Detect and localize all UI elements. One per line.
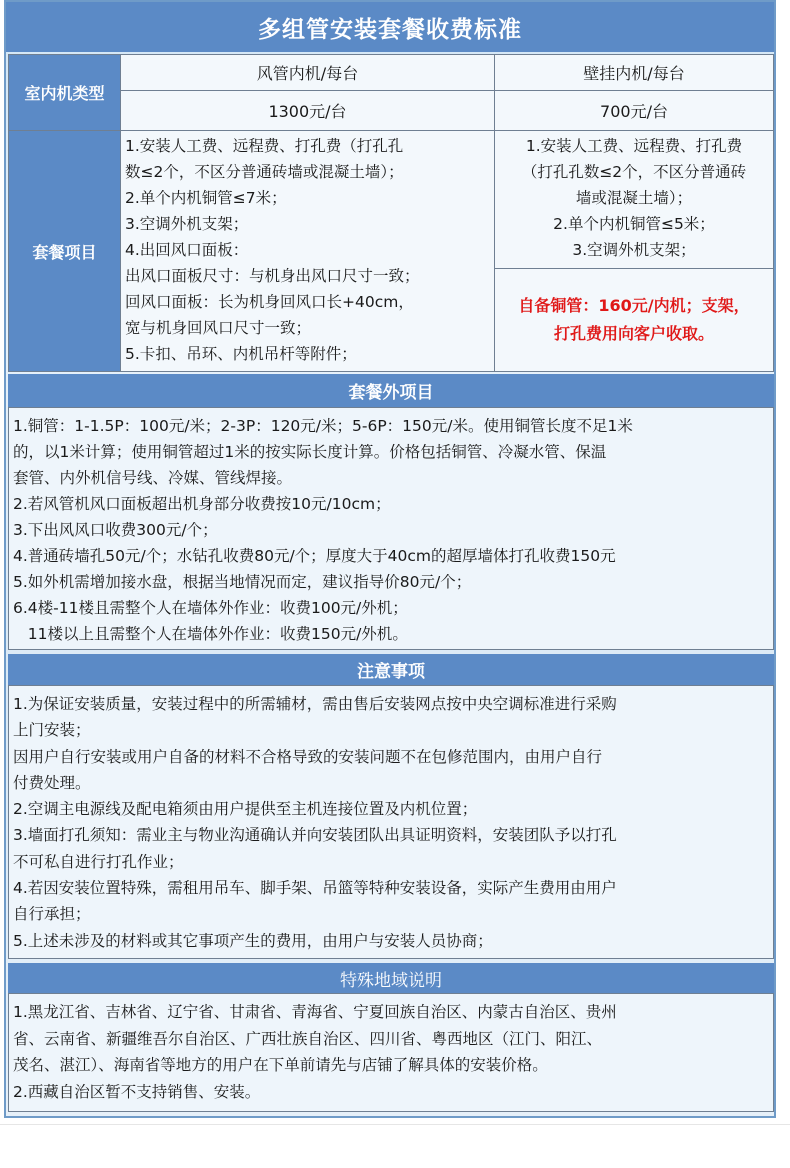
- region-line: 1.黑龙江省、吉林省、辽宁省、甘肃省、青海省、宁夏回族自治区、内蒙古自治区、贵州: [13, 1003, 617, 1021]
- package-item-line: 4.出回风口面板：: [125, 241, 249, 259]
- package-item-line: 2.单个内机铜管≤5米；: [553, 215, 715, 233]
- notes-list: [9, 686, 773, 954]
- self-supplied-pipe-note: [495, 269, 773, 371]
- extra-item-line: 的，以1米计算；使用铜管超过1米的按实际长度计算。价格包括铜管、冷凝水管、保温: [13, 443, 607, 461]
- extra-item-line: 套管、内外机信号线、冷媒、管线焊接。: [13, 469, 293, 487]
- package-item-line: 3.空调外机支架；: [125, 215, 249, 233]
- wall-unit-package-items: [495, 131, 773, 269]
- extra-item-line: 5.如外机需增加接水盘，根据当地情况而定，建议指导价80元/个；: [13, 573, 472, 591]
- note-line: 因用户自行安装或用户自备的材料不合格导致的安装问题不在包修范围内，由用户自行: [13, 747, 603, 766]
- note-line: 1.为保证安装质量，安装过程中的所需辅材，需由售后安装网点按中央空调标准进行采购: [13, 695, 617, 713]
- extra-items-header: 套餐外项目: [8, 374, 774, 407]
- page-title: 多组管安装套餐收费标准: [6, 2, 774, 52]
- note-line: 不可私自进行打孔作业；: [13, 852, 184, 871]
- extra-items-list: [9, 408, 773, 647]
- note-line: 自行承担；: [13, 905, 91, 924]
- package-items-label: 套餐项目: [9, 131, 121, 371]
- page-divider: [0, 1124, 790, 1125]
- package-item-line: （打孔孔数≤2个，不区分普通砖: [521, 163, 747, 181]
- package-item-line: 2.单个内机铜管≤7米；: [125, 189, 287, 207]
- extra-item-line: 6.4楼-11楼且需整个人在墙体外作业：收费100元/外机；: [13, 599, 408, 617]
- extra-item-line: 11楼以上且需整个人在墙体外作业：收费150元/外机。: [13, 625, 408, 643]
- wall-unit-column-header: 壁挂内机/每台: [495, 55, 773, 91]
- extra-item-line: 1.铜管：1-1.5P：100元/米；2-3P：120元/米；5-6P：150元/米。使用铜管长度不足1米: [13, 417, 633, 435]
- duct-unit-package-items: [121, 131, 495, 371]
- note-line: 4.若因安装位置特殊，需租用吊车、脚手架、吊篮等特种安装设备，实际产生费用由用户: [13, 879, 617, 898]
- duct-unit-price: 1300元/台: [121, 91, 495, 131]
- warning-line: 自备铜管：160元/内机；支架，: [518, 296, 750, 315]
- package-item-line: 出风口面板尺寸：与机身出风口尺寸一致；: [125, 267, 420, 285]
- special-regions-header: 特殊地域说明: [8, 963, 774, 993]
- note-line: 3.墙面打孔须知：需业主与物业沟通确认并向安装团队出具证明资料，安装团队予以打孔: [13, 826, 617, 845]
- package-item-line: 墙或混凝土墙）；: [575, 189, 693, 207]
- price-panel: [4, 0, 776, 1118]
- extra-item-line: 3.下出风风口收费300元/个；: [13, 521, 218, 539]
- region-line: 2.西藏自治区暂不支持销售、安装。: [13, 1082, 261, 1101]
- extra-item-line: 4.普通砖墙孔50元/个；水钻孔收费80元/个；厚度大于40cm的超厚墙体打孔收费150元: [13, 547, 616, 565]
- package-item-line: 3.空调外机支架；: [572, 241, 696, 259]
- package-item-line: 数≤2个，不区分普通砖墙或混凝土墙）；: [125, 163, 404, 181]
- region-line: 省、云南省、新疆维吾尔自治区、广西壮族自治区、四川省、粤西地区（江门、阳江、: [13, 1029, 603, 1048]
- package-item-line: 1.安装人工费、远程费、打孔费: [525, 137, 743, 155]
- indoor-type-label: 室内机类型: [9, 55, 121, 131]
- duct-unit-column-header: 风管内机/每台: [121, 55, 495, 91]
- special-regions-section: [8, 993, 774, 1112]
- wall-unit-price: 700元/台: [495, 91, 773, 131]
- note-line: 5.上述未涉及的材料或其它事项产生的费用，由用户与安装人员协商；: [13, 931, 493, 950]
- note-line: 付费处理。: [13, 773, 91, 792]
- notes-section: [8, 685, 774, 959]
- notes-header: 注意事项: [8, 654, 774, 685]
- region-line: 茂名、湛江）、海南省等地方的用户在下单前请先与店铺了解具体的安装价格。: [13, 1056, 548, 1074]
- special-regions-list: [9, 994, 773, 1105]
- extra-item-line: 2.若风管机风口面板超出机身部分收费按10元/10cm；: [13, 495, 391, 513]
- note-line: 上门安装；: [13, 721, 91, 740]
- warning-line: 打孔费用向客户收取。: [553, 324, 714, 343]
- package-item-line: 5.卡扣、吊环、内机吊杆等附件；: [125, 345, 357, 363]
- extra-items-section: [8, 407, 774, 650]
- package-table: [8, 54, 774, 372]
- note-line: 2.空调主电源线及配电箱须由用户提供至主机连接位置及内机位置；: [13, 800, 478, 819]
- package-item-line: 回风口面板：长为机身回风口长+40cm，: [125, 293, 414, 311]
- package-item-line: 1.安装人工费、远程费、打孔费（打孔孔: [125, 137, 404, 155]
- package-item-line: 宽与机身回风口尺寸一致；: [125, 319, 312, 337]
